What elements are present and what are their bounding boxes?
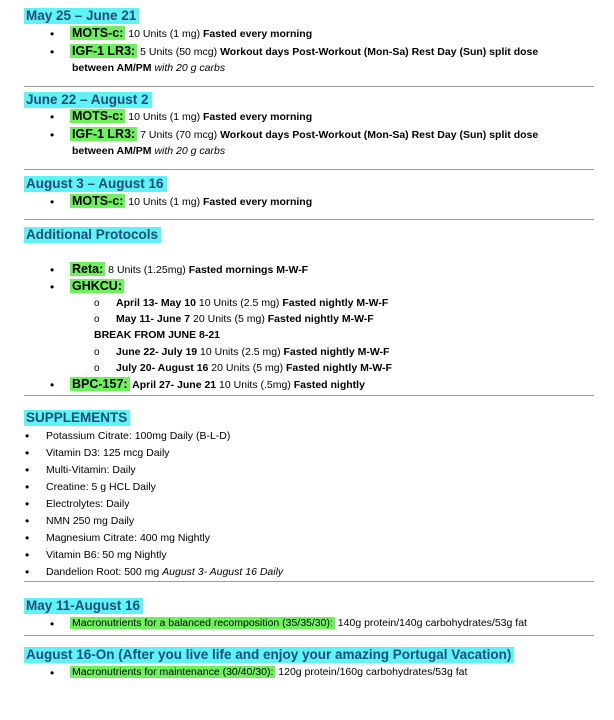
bpc-dose: 10 Units (.5mg) <box>216 379 294 391</box>
macro2-header: August 16-On (After you live life and enjoy your amazing Portugal Vacation) <box>24 647 514 663</box>
igf-carbs: with 20 g carbs <box>154 145 226 157</box>
ghk-dose: 20 Units (5 mg) <box>190 313 268 325</box>
igf-carbs: with 20 g carbs <box>154 62 226 74</box>
ghk-range: April 13- May 10 <box>116 297 196 309</box>
supplement-item: Multi-Vitamin: Daily <box>46 464 136 476</box>
supplement-item: Electrolytes: Daily <box>46 498 130 510</box>
bullet: • <box>25 514 30 528</box>
ghk-range: July 20- August 16 <box>116 362 209 374</box>
ghk-item <box>116 297 388 310</box>
divider <box>24 581 594 582</box>
macro2-line <box>70 666 467 679</box>
igf-dose: 7 Units (70 mcg) <box>137 129 221 141</box>
macro1-header: May 11-August 16 <box>24 598 143 614</box>
supplement-item: Potassium Citrate: 100mg Daily (B-L-D) <box>46 430 231 442</box>
mots-tag: MOTS-c: <box>72 26 124 40</box>
macro1-label: Macronutrients for a balanced recomposition (35/35/30): <box>72 617 333 629</box>
igf-note: Workout days Post-Workout (Mon-Sa) Rest Day (Sun) split dose <box>220 129 539 141</box>
bullet: • <box>25 497 30 511</box>
ghk-item <box>116 313 374 326</box>
mots-tag: MOTS-c: <box>72 109 124 123</box>
ghk-dose: 10 Units (2.5 mg) <box>197 346 284 358</box>
igf-tag: IGF-1 LR3: <box>72 44 136 58</box>
reta-tag: Reta: <box>72 262 104 276</box>
igf-note: Workout days Post-Workout (Mon-Sa) Rest Day (Sun) split dose <box>220 46 539 58</box>
divider <box>24 395 594 396</box>
igf-tag: IGF-1 LR3: <box>72 127 136 141</box>
phase3-header: August 3 – August 16 <box>24 176 167 192</box>
sub-bullet: o <box>94 314 100 325</box>
break-note: BREAK FROM JUNE 8-21 <box>94 329 221 341</box>
bpc-line <box>70 378 365 392</box>
ghk-dose: 20 Units (5 mg) <box>208 362 286 374</box>
igf-dose: 5 Units (50 mcg) <box>137 46 221 58</box>
ghkcu-tag: GHKCU: <box>72 279 122 293</box>
phase2-header: June 22 – August 2 <box>24 92 152 108</box>
bpc-note: Fasted nightly <box>293 379 365 391</box>
bpc-tag: BPC-157: <box>72 377 128 391</box>
supplement-item: Vitamin B6: 50 mg Nightly <box>46 549 167 561</box>
bullet: • <box>50 110 55 124</box>
ghk-note: Fasted nightly M-W-F <box>267 313 374 325</box>
macro2-value: 120g protein/160g carbohydrates/53g fat <box>275 666 468 678</box>
phase3-mots-line <box>70 195 312 209</box>
supplement-item: Magnesium Citrate: 400 mg Nightly <box>46 532 210 544</box>
bpc-range: April 27- June 21 <box>129 379 217 391</box>
macro2-label: Macronutrients for maintenance (30/40/30): <box>72 666 274 678</box>
macro1-value: 140g protein/140g carbohydrates/53g fat <box>334 617 527 629</box>
additional-header: Additional Protocols <box>24 227 161 243</box>
bullet: • <box>50 280 55 294</box>
igf-note2: between AM/PM <box>72 145 155 157</box>
ghk-item <box>116 346 389 359</box>
ghk-note: Fasted nightly M-W-F <box>283 346 390 358</box>
ghk-item <box>116 362 392 375</box>
ghk-dose: 10 Units (2.5 mg) <box>195 297 283 309</box>
bullet: • <box>25 446 30 460</box>
phase2-mots-line <box>70 110 312 124</box>
bullet: • <box>50 263 55 277</box>
ghk-note: Fasted nightly M-W-F <box>286 362 392 374</box>
mots-tag: MOTS-c: <box>72 194 124 208</box>
phase2-igf-line <box>70 128 538 142</box>
ghk-note: Fasted nightly M-W-F <box>282 297 389 309</box>
bullet: • <box>25 565 30 579</box>
mots-note: Fasted every morning <box>203 28 313 40</box>
ghk-range: June 22- July 19 <box>116 346 198 358</box>
supplement-item: Creatine: 5 g HCL Daily <box>46 481 156 493</box>
igf-note2: between AM/PM <box>72 62 155 74</box>
bullet: • <box>25 429 30 443</box>
mots-note: Fasted every morning <box>203 196 313 208</box>
sub-bullet: o <box>94 298 100 309</box>
ghk-range: May 11- June 7 <box>116 313 191 325</box>
supplement-dates: August 3- August 16 Daily <box>162 566 284 578</box>
divider <box>24 635 594 636</box>
mots-dose: 10 Units (1 mg) <box>125 28 203 40</box>
mots-dose: 10 Units (1 mg) <box>125 111 203 123</box>
supplement-text: Dandelion Root: 500 mg <box>46 566 163 578</box>
bullet: • <box>25 548 30 562</box>
supplement-item-dandelion <box>46 566 283 579</box>
mots-dose: 10 Units (1 mg) <box>125 196 203 208</box>
bullet: • <box>50 195 55 209</box>
reta-line <box>70 263 308 277</box>
supplement-item: NMN 250 mg Daily <box>46 515 135 527</box>
macro1-line <box>70 617 527 630</box>
supplements-header: SUPPLEMENTS <box>24 410 130 426</box>
mots-note: Fasted every morning <box>203 111 313 123</box>
bullet: • <box>50 27 55 41</box>
supplement-item: Vitamin D3: 125 mcg Daily <box>46 447 170 459</box>
phase1-mots-line <box>70 27 312 41</box>
bullet: • <box>50 128 55 142</box>
phase1-header: May 25 – June 21 <box>24 8 139 24</box>
bullet: • <box>50 378 55 392</box>
sub-bullet: o <box>94 363 100 374</box>
phase2-igf-line2 <box>72 145 225 158</box>
bullet: • <box>25 463 30 477</box>
phase1-igf-line <box>70 45 538 59</box>
sub-bullet: o <box>94 347 100 358</box>
bullet: • <box>50 45 55 59</box>
bullet: • <box>50 666 55 680</box>
reta-dose: 8 Units (1.25mg) <box>105 264 189 276</box>
divider <box>24 169 594 170</box>
bullet: • <box>25 531 30 545</box>
divider <box>24 219 594 220</box>
ghkcu-line <box>70 280 124 294</box>
divider <box>24 86 594 87</box>
bullet: • <box>50 617 55 631</box>
reta-note: Fasted mornings M-W-F <box>188 264 309 276</box>
phase1-igf-line2 <box>72 62 225 75</box>
bullet: • <box>25 480 30 494</box>
